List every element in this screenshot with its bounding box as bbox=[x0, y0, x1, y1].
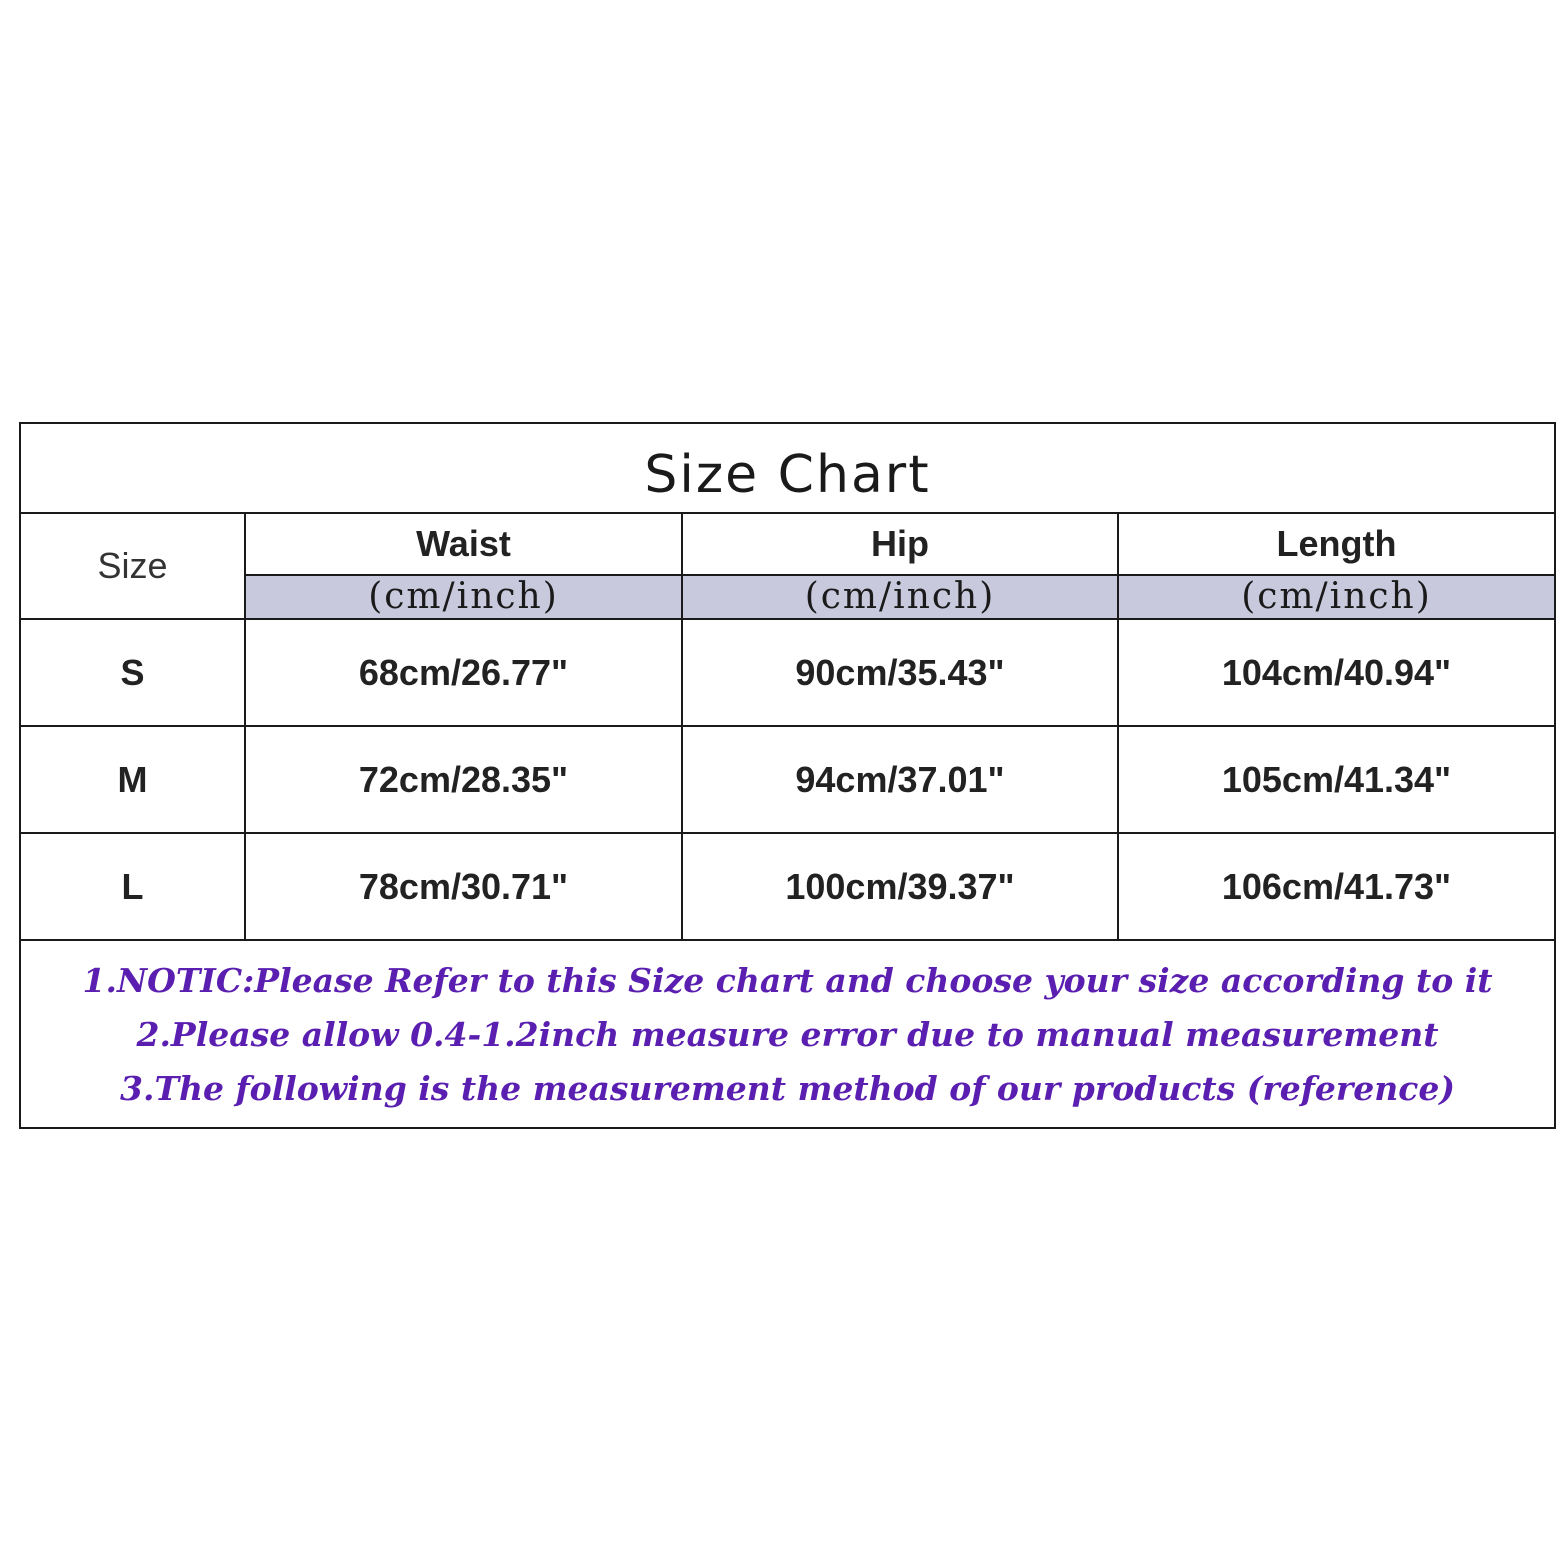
hip-cell: 100cm/39.37" bbox=[683, 834, 1119, 939]
hip-unit-label: (cm/inch) bbox=[683, 576, 1117, 618]
table-row-l bbox=[21, 834, 1554, 941]
title-row bbox=[21, 424, 1554, 514]
length-cell: 104cm/40.94" bbox=[1221, 651, 1452, 693]
hip-header-label: Hip bbox=[683, 514, 1117, 576]
note-line: 1.NOTIC:Please Refer to this Size chart and choose your size according to it bbox=[82, 961, 1493, 1000]
waist-cell: 78cm/30.71" bbox=[246, 834, 683, 939]
size-cell: M bbox=[21, 727, 246, 832]
size-cell: L bbox=[21, 834, 246, 939]
note-line: 2.Please allow 0.4-1.2inch measure error due to manual measurement bbox=[136, 1015, 1439, 1054]
table-row-m bbox=[21, 727, 1554, 834]
length-header-label: Length bbox=[1119, 514, 1554, 576]
note-line: 3.The following is the measurement method of our products (reference) bbox=[120, 1069, 1455, 1108]
notes-section bbox=[21, 943, 1554, 1127]
size-column-header bbox=[21, 514, 246, 620]
waist-cell: 72cm/28.35" bbox=[246, 727, 683, 832]
length-cell: 105cm/41.34" bbox=[1221, 758, 1452, 800]
hip-column-header bbox=[683, 514, 1119, 620]
waist-column-header bbox=[246, 514, 683, 620]
length-column-header bbox=[1119, 514, 1554, 620]
chart-title: Size Chart bbox=[644, 445, 931, 505]
waist-header-label: Waist bbox=[246, 514, 681, 576]
hip-cell: 94cm/37.01" bbox=[683, 727, 1119, 832]
size-cell: S bbox=[21, 620, 246, 725]
size-chart-table bbox=[19, 422, 1556, 1129]
waist-unit-label: (cm/inch) bbox=[246, 576, 681, 618]
length-cell: 106cm/41.73" bbox=[1221, 865, 1452, 907]
waist-cell: 68cm/26.77" bbox=[246, 620, 683, 725]
hip-cell: 90cm/35.43" bbox=[683, 620, 1119, 725]
table-row-s bbox=[21, 620, 1554, 727]
size-grid bbox=[21, 514, 1554, 943]
length-unit-label: (cm/inch) bbox=[1119, 576, 1554, 618]
size-header-label: Size bbox=[97, 545, 168, 586]
